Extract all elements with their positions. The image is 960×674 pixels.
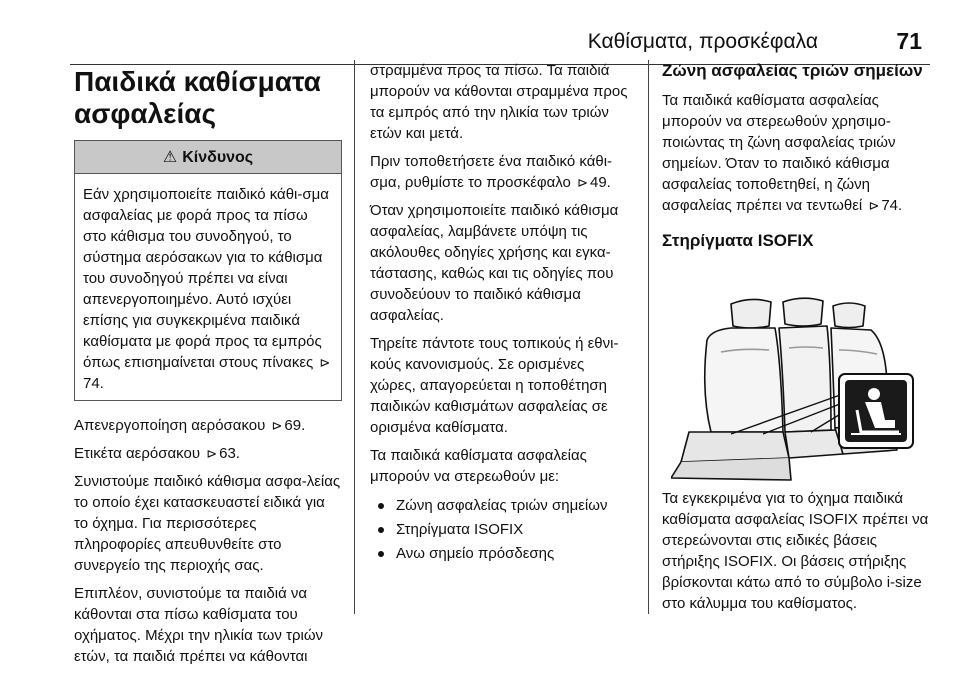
paragraph-text: Πριν τοποθετήσετε ένα παιδικό κάθι-σμα, ρυθμίστε το προσκέφαλο: [370, 153, 613, 191]
section-title: [74, 66, 342, 130]
warning-body: Εάν χρησιμοποιείτε παιδικό κάθι-σμα ασφαλείας με φορά προς τα πίσω στο κάθισμα του συνοδηγού, το σύστημα αερόσακων για το κάθισμα του συνοδηγού πρέπει να είναι απενεργοποιημένο. Αυτό ισχύει επίσης για συγκεκριμένα παιδικά καθίσματα με φορά προς τα εμπρός όπως επισημαίνεται στους πίνακες: [83, 186, 329, 371]
left-column: [74, 60, 342, 674]
subsection-heading: Στηρίγματα ISOFIX: [662, 231, 814, 250]
warning-triangle-icon: ⚠: [162, 149, 178, 166]
list-item: Ανω σημείο πρόσδεσης: [370, 542, 634, 566]
subsection-heading: Ζώνη ασφαλείας τριών σημείων: [662, 61, 923, 80]
danger-warning-box: [74, 140, 342, 401]
warning-heading: Κίνδυνος: [182, 149, 254, 166]
reference-arrow-icon: ⊳: [577, 175, 588, 190]
reference-arrow-icon: ⊳: [206, 446, 218, 461]
middle-column: [370, 60, 634, 566]
page-header: [70, 20, 930, 65]
reference-arrow-icon: ⊳: [319, 355, 331, 370]
list-item: Στηρίγματα ISOFIX: [370, 518, 634, 542]
header-title: Καθίσματα, προσκέφαλα: [587, 30, 818, 53]
paragraph: [662, 90, 937, 216]
paragraph-text: Ετικέτα αερόσακου: [74, 445, 201, 462]
paragraph: Επιπλέον, συνιστούμε τα παιδιά να κάθονται στα πίσω καθίσματα του οχήματος. Μέχρι την ηλικία των τριών ετών, τα παιδιά πρέπει να κάθονται: [74, 585, 324, 665]
page-ref[interactable]: 63.: [219, 445, 240, 462]
paragraph: Όταν χρησιμοποιείτε παιδικό κάθισμα ασφαλείας, λαμβάνετε υπόψη τις ακόλουθες οδηγίες χρήσης και εγκα-τάστασης, καθώς και τις οδηγίες που συνοδεύουν το παιδικό κάθισμα ασφαλείας.: [370, 202, 619, 324]
paragraph: Τα παιδικά καθίσματα ασφαλείας μπορούν να στερεωθούν με:: [370, 447, 587, 485]
paragraph: [370, 151, 634, 193]
warning-page-ref[interactable]: 74.: [83, 375, 104, 392]
paragraph: Τα εγκεκριμένα για το όχημα παιδικά καθίσματα ασφαλείας ISOFIX πρέπει να στερεώνονται στις ειδικές βάσεις στήριξης ISOFIX. Οι βάσεις στήριξης βρίσκονται κάτω από το σύμβολο i-size στο κάλυμμα του καθίσματος.: [662, 490, 929, 612]
paragraph: στραμμένα προς τα πίσω. Τα παιδιά μπορούν να κάθονται στραμμένα προς τα εμπρός από την ηλικία των τριών ετών και μετά.: [370, 62, 628, 142]
list-item: Ζώνη ασφαλείας τριών σημείων: [370, 494, 634, 518]
paragraph: Συνιστούμε παιδικό κάθισμα ασφα-λείας το οποίο έχει κατασκευαστεί ειδικά για το όχημα. Για περισσότερες πληροφορίες απευθυνθείτε στο συνεργείο της περιοχής σας.: [74, 473, 341, 574]
isofix-seat-illustration: [671, 282, 931, 482]
right-column-lower: [662, 488, 937, 621]
section-title-line1: Παιδικά καθίσματα: [74, 66, 321, 97]
page-ref[interactable]: 69.: [284, 417, 306, 434]
paragraph: [74, 443, 342, 464]
isofix-child-seat-icon: [839, 374, 913, 448]
paragraph: [74, 415, 342, 436]
section-title-line2: ασφαλείας: [74, 98, 217, 129]
column-divider: [648, 60, 649, 614]
paragraph: Τηρείτε πάντοτε τους τοπικούς ή εθνι-κούς κανονισμούς. Σε ορισμένες χώρες, απαγορεύεται η τοποθέτηση παιδικών καθισμάτων ασφαλείας σε ορισμένα καθίσματα.: [370, 335, 619, 436]
reference-arrow-icon: ⊳: [868, 198, 880, 213]
right-column: [662, 60, 937, 260]
fastening-methods-list: [370, 494, 634, 566]
paragraph-text: Τα παιδικά καθίσματα ασφαλείας μπορούν να στερεωθούν χρησιμο-ποιώντας τη ζώνη ασφαλείας τριών σημείων. Όταν το παιδικό κάθισμα ασφαλείας τοποθετηθεί, η ζώνη ασφαλείας πρέπει να τεντωθεί: [662, 92, 896, 214]
warning-header: [75, 141, 341, 174]
page-ref[interactable]: 49.: [589, 174, 611, 191]
paragraph-text: Απενεργοποίηση αερόσακου: [74, 417, 266, 434]
column-divider: [354, 60, 355, 614]
warning-text: [75, 174, 341, 400]
page-number: 71: [896, 28, 922, 54]
page-ref[interactable]: 74.: [881, 197, 903, 214]
reference-arrow-icon: ⊳: [271, 418, 283, 433]
